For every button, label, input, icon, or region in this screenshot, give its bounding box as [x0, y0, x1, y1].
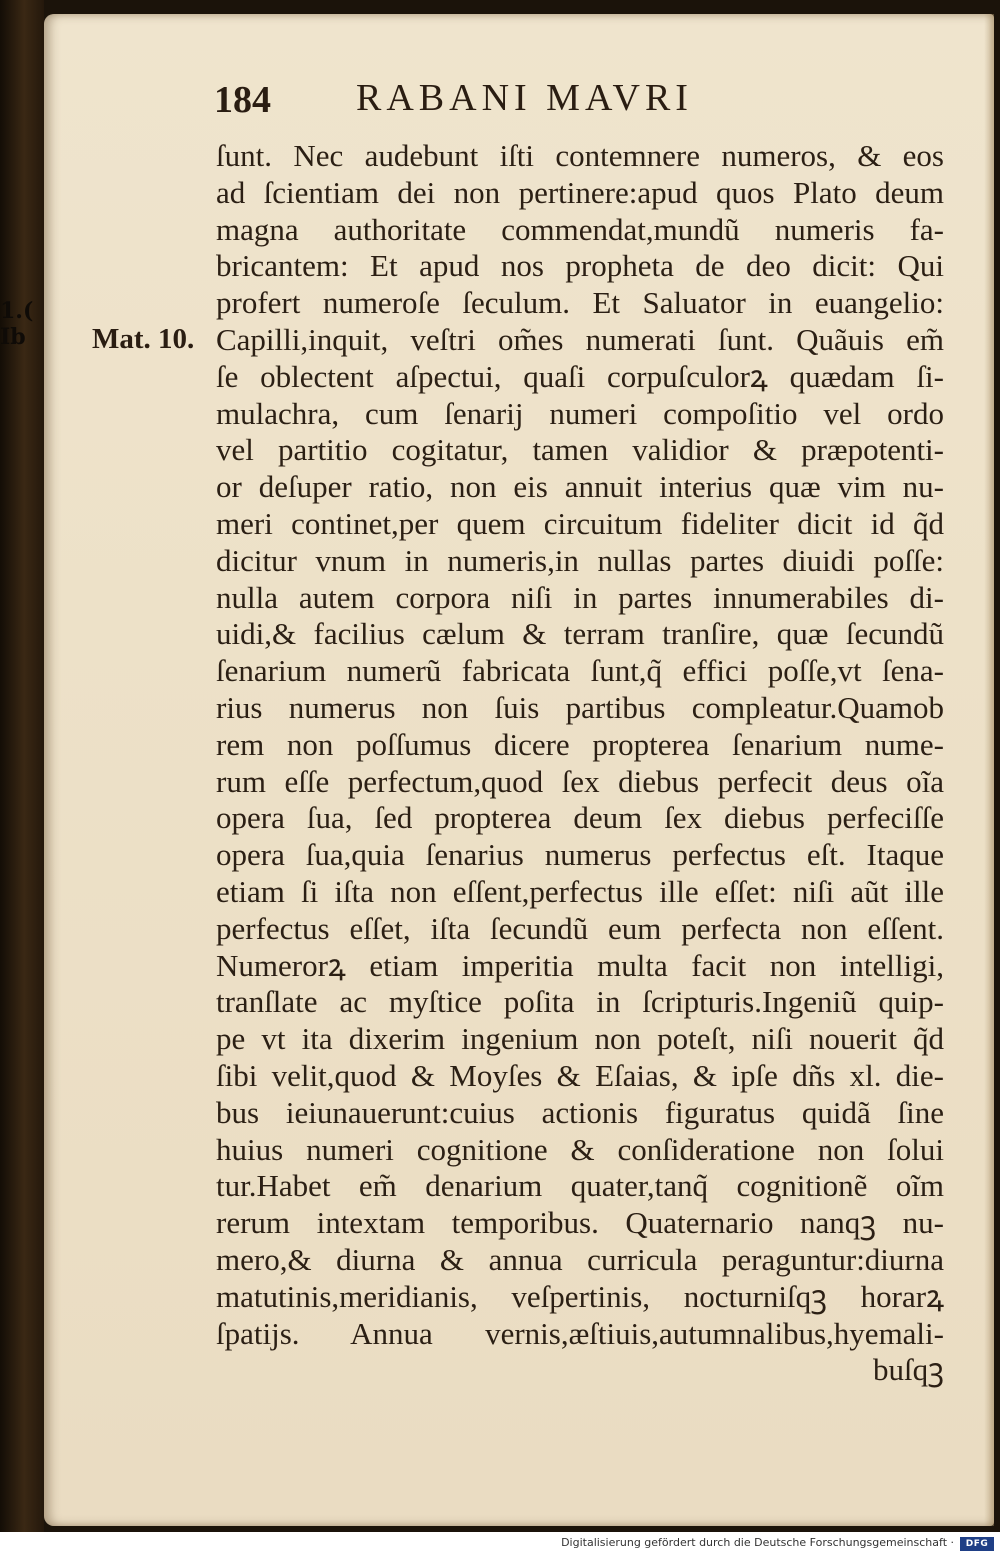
- text-line: ad ſcientiam dei non pertinere:apud quos Plato deum: [216, 174, 944, 210]
- text-line: Capilli,inquit, veſtri om̃es numerati ſunt. Quãuis em̃: [216, 321, 944, 357]
- text-line: opera ſua, ſed propterea deum ſex diebus perfeciſſe: [216, 800, 944, 836]
- text-line: bus ieiunauerunt:cuius actionis figuratus quidã ſine: [216, 1094, 944, 1130]
- text-line: tranſlate ac myſtice poſita in ſcripturis.Ingeniũ quip-: [216, 984, 944, 1020]
- text-line: tur.Habet em̃ denarium quater,tanq̃ cognitionẽ oĩm: [216, 1168, 944, 1204]
- funding-credit: Digitalisierung gefördert durch die Deutsche Forschungsgemeinschaft ·: [561, 1536, 954, 1549]
- text-line: bricantem: Et apud nos propheta de deo dicit: Qui: [216, 248, 944, 284]
- page-number: 184: [214, 79, 271, 121]
- body-text: [216, 138, 944, 1389]
- text-line: rius numerus non ſuis partibus compleatur.Quamob: [216, 689, 944, 725]
- text-line: ſunt. Nec audebunt iſti contemnere numeros, & eos: [216, 138, 944, 173]
- catchword: buſqꝫ: [873, 1352, 944, 1388]
- dfg-logo: DFG: [960, 1537, 994, 1551]
- digitization-footer: [0, 1532, 1000, 1556]
- text-line: profert numeroſe ſeculum. Et Saluator in euangelio:: [216, 285, 944, 321]
- text-line: magna authoritate commendat,mundũ numeris fa-: [216, 211, 944, 247]
- text-line: rerum intextam temporibus. Quaternario nanqꝫ nu-: [216, 1205, 944, 1241]
- text-line: mulachra, cum ſenarij numeri compoſitio vel ordo: [216, 395, 944, 431]
- text-line: huius numeri cognitione & conſideratione non ſolui: [216, 1131, 944, 1167]
- text-line: vel partitio cogitatur, tamen validior & præpotenti-: [216, 432, 944, 468]
- text-line: perfectus eſſet, iſta ſecundũ eum perfecta non eſſent.: [216, 910, 944, 946]
- text-line: opera ſua,quia ſenarius numerus perfectus eſt. Itaque: [216, 837, 944, 873]
- facing-page-edge: [0, 0, 44, 1532]
- marginal-note: Mat. 10.: [92, 323, 195, 355]
- text-line: etiam ſi iſta non eſſent,perfectus ille eſſet: niſi aũt ille: [216, 873, 944, 909]
- text-line: pe vt ita dixerim ingenium non poteſt, niſi nouerit q̃d: [216, 1021, 944, 1057]
- facing-page-bleed-text: 1.( Ib: [0, 298, 34, 350]
- running-title: RABANI MAVRI: [356, 77, 693, 119]
- book-page: [44, 14, 994, 1526]
- text-line: Numerorꝝ etiam imperitia multa facit non intelligi,: [216, 947, 944, 983]
- text-line: dicitur vnum in numeris,in nullas partes diuidi poſſe:: [216, 542, 944, 578]
- text-line: matutinis,meridianis, veſpertinis, nocturniſqꝫ horarꝝ: [216, 1278, 944, 1314]
- text-line: nulla autem corpora niſi in partes innumerabiles di-: [216, 579, 944, 615]
- text-line: rem non poſſumus dicere propterea ſenarium nume-: [216, 726, 944, 762]
- text-line: ſe oblectent aſpectui, quaſi corpuſculorꝝ quædam ſi-: [216, 358, 944, 394]
- page-header: [214, 72, 834, 122]
- text-line: mero,& diurna & annua curricula peraguntur:diurna: [216, 1241, 944, 1277]
- text-line: rum eſſe perfectum,quod ſex diebus perfecit deus oĩa: [216, 763, 944, 799]
- text-line: ſibi velit,quod & Moyſes & Eſaias, & ipſe dñs xl. die-: [216, 1057, 944, 1093]
- text-line: ſpatijs. Annua vernis,æſtiuis,autumnalibus,hyemali-: [216, 1315, 944, 1351]
- text-line: ſenarium numerũ fabricata ſunt,q̃ effici poſſe,vt ſena-: [216, 653, 944, 689]
- text-line: meri continet,per quem circuitum fideliter dicit id q̃d: [216, 505, 944, 541]
- text-line: or deſuper ratio, non eis annuit interius quæ vim nu-: [216, 469, 944, 505]
- text-line: uidi,& facilius cælum & terram tranſire, quæ ſecundũ: [216, 616, 944, 652]
